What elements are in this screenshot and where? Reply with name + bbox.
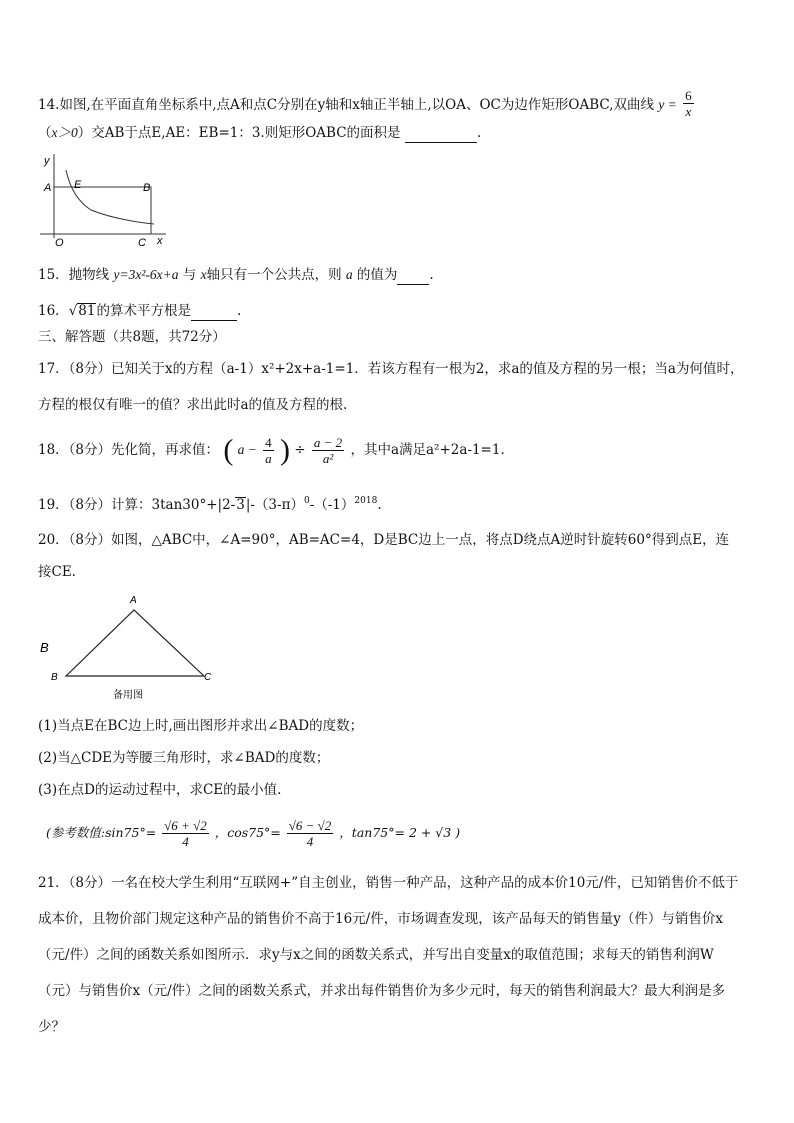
q17-line2: 方程的根仅有唯一的值？求出此时a的值及方程的根. [38,397,348,413]
q18-divide: ÷ [294,442,306,458]
q16-text: 的算术平方根是 [96,303,191,319]
q15-text-d: 的值为 [356,267,398,283]
q19-text-b: |-（3-π） [245,497,304,513]
q18-f2-num: a − 2 [313,435,343,450]
sin75-num: √6 + √2 [164,818,207,833]
q20-part2: (2)当△CDE为等腰三角形时，求∠BAD的度数； [38,750,330,766]
q18-paren-close: ) [279,433,290,467]
q14-text: 14.如图,在平面直角坐标系中,点A和点C分别在y轴和x轴正半轴上,以OA、OC为边作矩形OABC,双曲线 [38,97,655,113]
rectangle-oabc [54,187,151,234]
q19-exp-2018: 2018 [354,496,378,506]
q16-radicand: 81 [78,303,96,319]
q21-line2: 成本价，且物价部门规定这种产品的销售价不高于16元/件，市场调查发现，该产品每天的销售量y（件）与销售价x [38,911,723,927]
q21-line4: （元）与销售价x（元/件）之间的函数关系式，并求出每件销售价为多少元时，每天的销售利润最大？最大利润是多 [38,983,726,999]
label-b: B [143,182,151,194]
section-heading: 三、解答题（共8题，共72分） [38,329,226,345]
label-a: A [130,595,137,606]
q14-period: . [476,125,482,141]
q20-line2: 接CE. [38,564,76,580]
tan75-value: 2 + √3 [408,825,452,840]
q20-part1: (1)当点E在BC边上时,画出图形并求出∠BAD的度数； [38,718,364,734]
q16-period: . [236,303,242,319]
q19-text-c: -（-1） [309,497,355,513]
q20-ref-c: ，tan75°= [339,825,405,840]
q15-answer-blank[interactable] [397,266,429,285]
q16-number: 16． [38,303,69,319]
q18-text-a: 18．（8分）先化简，再求值： [38,442,220,458]
cos75-num: √6 − √2 [288,818,332,833]
q20-reference [46,818,460,849]
cos75-den: 4 [306,834,314,849]
q14-text2: ）交AB于点E,AE：EB=1：3.则矩形OABC的面积是 [77,125,401,141]
q21-line3: （元/件）之间的函数关系如图所示．求y与x之间的函数关系式，并写出自变量x的取值范围；求每天的销售利润W [38,947,714,963]
q14-paren-open: （ [38,125,52,141]
q14-fraction [683,88,694,119]
q18-paren-open: ( [223,433,234,467]
q19-text-a: 19．（8分）计算：3tan30°+|2- [38,497,236,513]
sin75-fraction [162,818,209,849]
q15-x: x [200,267,207,282]
q18-f1-num: 4 [265,435,272,450]
label-x: x [157,235,163,247]
q18-f1-den: a [265,451,272,466]
label-o: O [55,237,64,249]
q19-exp-0: 0 [303,496,310,506]
q20-ref-d: ) [455,825,461,840]
q15-text-c: 轴只有一个公共点，则 [206,267,342,283]
q18-a-minus: a − [237,442,257,457]
q20-part3: (3)在点D的运动过程中，求CE的最小值. [38,782,282,798]
q20-line1: 20．（8分）如图，△ABC中，∠A=90°，AB=AC=4，D是BC边上一点，将点D绕点A逆时针旋转60°得到点E，连 [38,532,730,548]
q14-answer-blank[interactable] [405,124,477,143]
q20-ref-a: (参考数值:sin75°= [46,825,157,840]
q21-line5: 少？ [38,1019,65,1035]
triangle-abc [66,610,204,676]
q18-fraction-1 [263,435,274,466]
q20-ref-b: ，cos75°= [214,825,281,840]
q15-a: a [345,267,353,282]
q21-line1: 21．（8分）一名在校大学生利用“互联网+”自主创业，销售一种产品，这种产品的成本价10元/件，已知销售价不低于 [38,875,739,891]
q14-line1 [38,90,696,121]
q16-answer-blank[interactable] [191,302,237,321]
q19-line [38,492,382,514]
q19-text-d: . [377,497,382,513]
q15-text-b: 与 [182,267,197,283]
q15-text-a: 15．抛物线 [38,267,110,283]
q15-equation: y=3x²-6x+a [113,267,179,282]
q18-text-b: ，其中a满足a²+2a-1=1． [350,442,514,458]
label-b-left: B [40,640,49,655]
figure-caption: 备用图 [113,690,143,701]
q14-line2 [38,124,481,143]
q14-figure [36,150,171,250]
q19-radicand: 3 [236,497,245,513]
q18-f2-den: a² [322,451,334,466]
q18-fraction-2 [312,435,344,466]
label-c: C [204,672,212,683]
q16-line: 16．√81的算术平方根是 . [38,303,242,319]
label-e: E [74,179,82,191]
cos75-fraction [287,818,334,849]
label-b: B [51,672,58,683]
label-a: A [44,182,52,194]
sin75-den: 4 [182,834,189,849]
q20-figure [36,590,226,705]
q14-frac-num: 6 [685,88,692,103]
q18-line [38,434,514,466]
q14-frac-den: x [685,104,692,119]
q15-line [38,266,434,285]
q15-period: . [429,267,434,283]
q14-y-eq: y = [658,97,677,112]
q17-line1: 17．（8分）已知关于x的方程（a-1）x²+2x+a-1=1．若该方程有一根为2，求a的值及方程的另一根；当a为何值时， [38,361,744,377]
label-c: C [138,237,146,249]
q14-condition: x＞0 [51,125,78,140]
label-y: y [44,155,50,167]
